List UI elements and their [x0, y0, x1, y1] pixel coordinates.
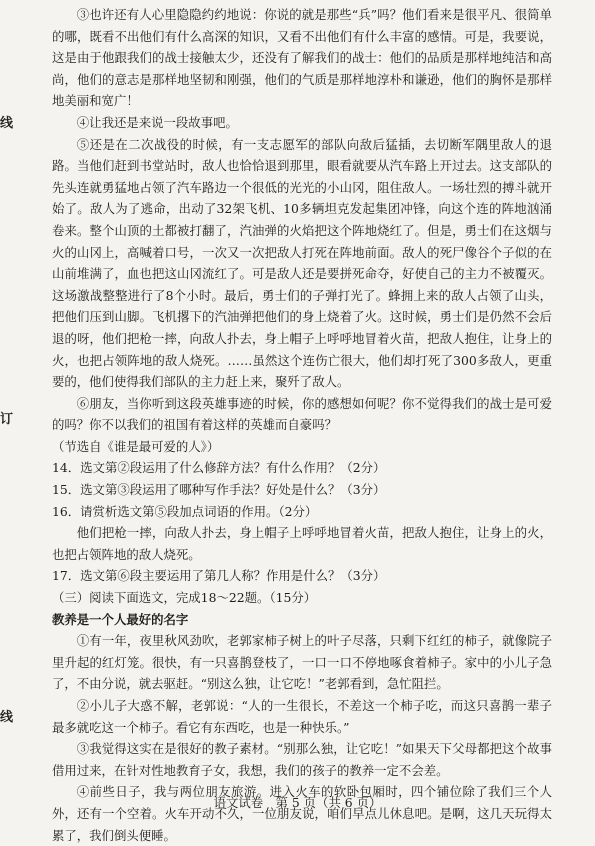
page-footer: 语文试卷 第 5 页（共 6 页） [213, 795, 382, 810]
question-14: 14．选文第②段运用了什么修辞方法？有什么作用？（2分） [52, 460, 386, 476]
section-3-heading: （三）阅读下面选文，完成18～22题。（15分） [52, 590, 317, 606]
question-17: 17．选文第⑥段主要运用了第几人称？作用是什么？（3分） [52, 568, 386, 584]
question-15: 15．选文第③段运用了哪种写作手法？好处是什么？（3分） [52, 482, 386, 498]
paragraph-4: ④让我还是来说一段故事吧。 [76, 114, 238, 130]
article-paragraph-4: ④前些日子，我与两位朋友旅游。进入火车的软卧包厢时，四个铺位除了我们三个人外，还有一个空着。火车开动不久，一位朋友说，咱们早点儿休息吧。是啊，这几天玩得太累了，我们倒头便睡。 [52, 784, 552, 843]
binding-margin-mark: 线 [0, 710, 14, 725]
binding-margin-mark: 订 [0, 412, 14, 427]
question-16-quote: 他们把枪一摔，向敌人扑去，身上帽子上呼呼地冒着火苗，把敌人抱住，让身上的火，也把占领阵地的敌人烧死。 [52, 525, 552, 562]
reading-text [52, 4, 552, 846]
binding-margin-mark: 线 [0, 116, 14, 131]
paragraph-5: ⑤还是在二次战役的时候，有一支志愿军的部队向敌后猛插，去切断军隅里敌人的退路。当他们赶到书堂站时，敌人也恰恰退到那里，眼看就要从汽车路上开过去。这支部队的先头连就勇猛地占领了汽车路边一个很低的光光的小山冈，阻住敌人。一场壮烈的搏斗就开始了。敌人为了逃命，出动了32架飞机、10多辆坦克发起集团冲锋，向这个连的阵地汹涌卷来。整个山顶的土都被打翻了，汽油弹的火焰把这个阵地烧红了。但是，勇士们在这烟与火的山冈上，高喊着口号，一次又一次把敌人打死在阵地前面。敌人的死尸像谷个子似的在山前堆满了，血也把这山冈流红了。可是敌人还是要拼死命夺，好使自己的主力不被覆灭。这场激战整整进行了8个小时。最后，勇士们的子弹打光了。蜂拥上来的敌人占领了山头，把他们压到山脚。飞机撂下的汽油弹把他们的身上烧着了火。这时候，勇士们是仍然不会后退的呀，他们把枪一摔，向敌人扑去，身上帽子上呼呼地冒着火苗，把敌人抱住，让身上的火，也把占领阵地的敌人烧死。……虽然这个连伤亡很大，他们却打死了300多敌人，更重要的，他们使得我们部队的主力赶上来，聚歼了敌人。 [52, 136, 552, 390]
article-paragraph-3: ③我觉得这实在是很好的教子素材。“别那么独，让它吃！”如果天下父母都把这个故事借用过来，在针对性地教育子女，我想，我们的孩子的教养一定不会差。 [52, 741, 552, 778]
paragraph-6: ⑥朋友，当你听到这段英雄事迹的时候，你的感想如何呢？你不觉得我们的战士是可爱的吗？你不以我们的祖国有着这样的英雄而自豪吗？ [52, 395, 552, 433]
question-16: 16．请赏析选文第⑤段加点词语的作用。（2分） [52, 503, 318, 519]
article-title: 教养是一个人最好的名字 [52, 611, 189, 627]
paragraph-3: ③也许还有人心里隐隐约约地说：你说的就是那些“兵”吗？他们看来是很平凡、很简单的哪，既看不出他们有什么高深的知识，又看不出他们有什么丰富的感情。可是，我要说，这是由于他跟我们的战士接触太少，还没有了解我们的战士：他们的品质是那样地纯洁和高尚，他们的意志是那样地坚韧和刚强，他们的气质是那样地淳朴和谦逊，他们的胸怀是那样地美丽和宽广！ [52, 7, 552, 109]
article-paragraph-2: ②小儿子大惑不解，老郭说：“人的一生很长，不差这一个柿子吃，而这只喜鹊一辈子最多就吃这一个柿子。看它有东西吃，也是一种快乐。” [52, 698, 552, 735]
source-note: （节选自《谁是最可爱的人》） [52, 438, 220, 454]
article-paragraph-1: ①有一年，夜里秋风劲吹，老郭家柿子树上的叶子尽落，只剩下红红的柿子，就像院子里升起的红灯笼。很快，有一只喜鹊登枝了，一口一口不停地啄食着柿子。家中的小儿子急了，不由分说，就去驱赶。“别这么独，让它吃！”老郭看到，急忙阻拦。 [52, 633, 552, 692]
